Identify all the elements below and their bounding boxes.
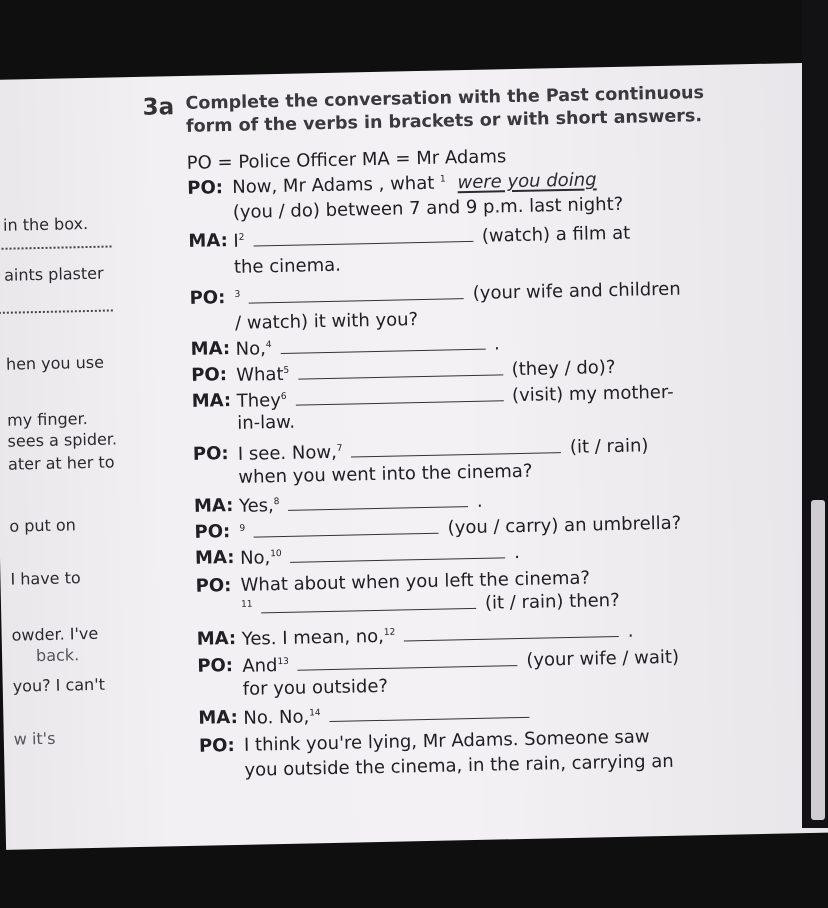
line-text: (it / rain): [569, 435, 649, 458]
line-text: (your wife / wait): [526, 646, 680, 671]
speaker-label: MA:: [188, 230, 229, 252]
scrollbar[interactable]: [802, 0, 828, 828]
line-text: Yes,: [238, 495, 274, 517]
answer-blank[interactable]: [261, 592, 476, 613]
line-text: (your wife and children: [472, 278, 681, 304]
exercise-title-line1: Complete the conversation with the Past continuous: [185, 83, 705, 114]
dialogue-line: when you went into the cinema?: [238, 460, 533, 488]
line-text: No,: [239, 547, 271, 569]
answer-blank[interactable]: [297, 649, 517, 671]
dialogue-line: the cinema.: [233, 254, 342, 278]
blank-number: 4: [265, 340, 272, 351]
line-text: I: [233, 230, 239, 252]
line-text: And: [242, 655, 278, 677]
blank-number: 8: [273, 497, 280, 508]
dotted-divider: [0, 309, 113, 313]
line-text: What: [236, 363, 284, 386]
line-text: (you / carry) an umbrella?: [447, 512, 682, 539]
dialogue-line: What about when you left the cinema?: [240, 567, 591, 596]
dialogue-line: I think you're lying, Mr Adams. Someone saw: [243, 726, 650, 756]
answer-blank[interactable]: [298, 358, 503, 379]
answer-blank[interactable]: [295, 384, 503, 405]
line-text: (it / rain) then?: [484, 589, 620, 614]
speaker-key: PO = Police Officer MA = Mr Adams: [186, 146, 507, 174]
answer-blank[interactable]: [280, 333, 485, 354]
blank-number: 2: [238, 232, 245, 243]
speaker-label: MA:: [196, 627, 237, 650]
line-text: (visit) my mother-: [511, 381, 674, 407]
blank-number: 13: [277, 656, 289, 668]
left-text: you? I can't: [12, 674, 106, 696]
speaker-label: MA:: [194, 546, 235, 569]
speaker-label: PO:: [189, 287, 226, 309]
dialogue-line: [238, 434, 649, 465]
left-text: back.: [35, 645, 80, 666]
line-text: (they / do)?: [511, 356, 616, 381]
line-text: Now, Mr Adams , what: [232, 172, 435, 198]
speaker-label: PO:: [198, 735, 235, 757]
line-text: No,: [235, 338, 267, 360]
blank-number: 11: [240, 599, 253, 610]
left-text: hen you use: [5, 352, 105, 374]
answer-blank[interactable]: [253, 225, 473, 247]
answer-blank[interactable]: [351, 436, 561, 457]
dialogue-line: [240, 541, 520, 569]
blank-number: 12: [383, 627, 396, 638]
answer-blank[interactable]: [290, 541, 505, 562]
dialogue-line: [239, 490, 483, 517]
left-text: ater at her to: [7, 452, 115, 474]
blank-number: 7: [336, 443, 343, 454]
line-text: No. No,: [243, 706, 310, 729]
dialogue-line: in-law.: [237, 411, 296, 434]
dialogue-line: for you outside?: [242, 675, 389, 700]
dialogue-line: [239, 512, 681, 543]
left-text: w it's: [13, 728, 56, 749]
line-text: .: [493, 333, 500, 355]
line-text: They: [236, 389, 282, 412]
answer-blank[interactable]: [288, 490, 468, 511]
left-text: o put on: [9, 515, 77, 536]
dialogue-line: [232, 169, 603, 198]
line-text: .: [513, 542, 521, 564]
blank-number: 5: [283, 365, 290, 376]
blank-number: 1: [439, 174, 446, 185]
left-text: my finger.: [6, 409, 88, 430]
answer-example: were you doing: [457, 169, 597, 194]
answer-blank[interactable]: [329, 701, 529, 722]
exercise-title-line2: form of the verbs in brackets or with short answers.: [185, 106, 703, 137]
speaker-label: MA:: [198, 706, 238, 729]
speaker-label: MA:: [193, 494, 234, 517]
dialogue-line: [243, 701, 532, 729]
speaker-label: PO:: [197, 655, 234, 677]
speaker-label: PO:: [195, 575, 232, 597]
speaker-label: PO:: [194, 521, 231, 543]
left-text: sees a spider.: [7, 429, 118, 451]
left-text: in the box.: [2, 213, 89, 235]
speaker-label: PO:: [192, 443, 229, 465]
left-column: [0, 77, 137, 908]
dialogue-line: / watch) it with you?: [234, 309, 419, 334]
dialogue-line: (you / do) between 7 and 9 p.m. last night?: [232, 193, 624, 223]
speaker-label: PO:: [187, 177, 224, 199]
line-text: I see. Now,: [237, 441, 338, 465]
dialogue-line: you outside the cinema, in the rain, carrying an: [244, 750, 674, 781]
textbook-page: [0, 62, 828, 850]
dialogue-line: [242, 646, 679, 677]
dotted-divider: [0, 245, 112, 249]
dialogue-line: [233, 222, 630, 252]
answer-blank[interactable]: [404, 620, 619, 641]
dialogue-line: [236, 356, 616, 386]
left-text: owder. I've: [11, 623, 99, 645]
left-text: aints plaster: [3, 263, 104, 285]
line-text: .: [476, 490, 483, 512]
scrollbar-thumb[interactable]: [811, 500, 825, 820]
blank-number: 9: [239, 523, 246, 534]
blank-number: 14: [309, 708, 321, 719]
speaker-label: MA:: [191, 390, 232, 412]
blank-number: 10: [270, 548, 282, 560]
line-text: (watch) a film at: [481, 222, 631, 247]
left-text: I have to: [10, 568, 81, 589]
line-text: .: [627, 620, 634, 642]
dialogue-line: [234, 278, 680, 309]
speaker-label: MA:: [190, 338, 231, 360]
answer-blank[interactable]: [249, 282, 464, 303]
blank-number: 3: [234, 289, 241, 300]
dialogue-line: [237, 381, 674, 412]
dialogue-line: [235, 332, 500, 360]
speaker-label: PO:: [191, 364, 228, 386]
dialogue-line: [242, 620, 634, 650]
blank-number: 6: [280, 391, 287, 402]
exercise-number: 3a: [142, 94, 175, 121]
answer-blank[interactable]: [254, 517, 439, 538]
line-text: Yes. I mean, no,: [241, 625, 385, 650]
